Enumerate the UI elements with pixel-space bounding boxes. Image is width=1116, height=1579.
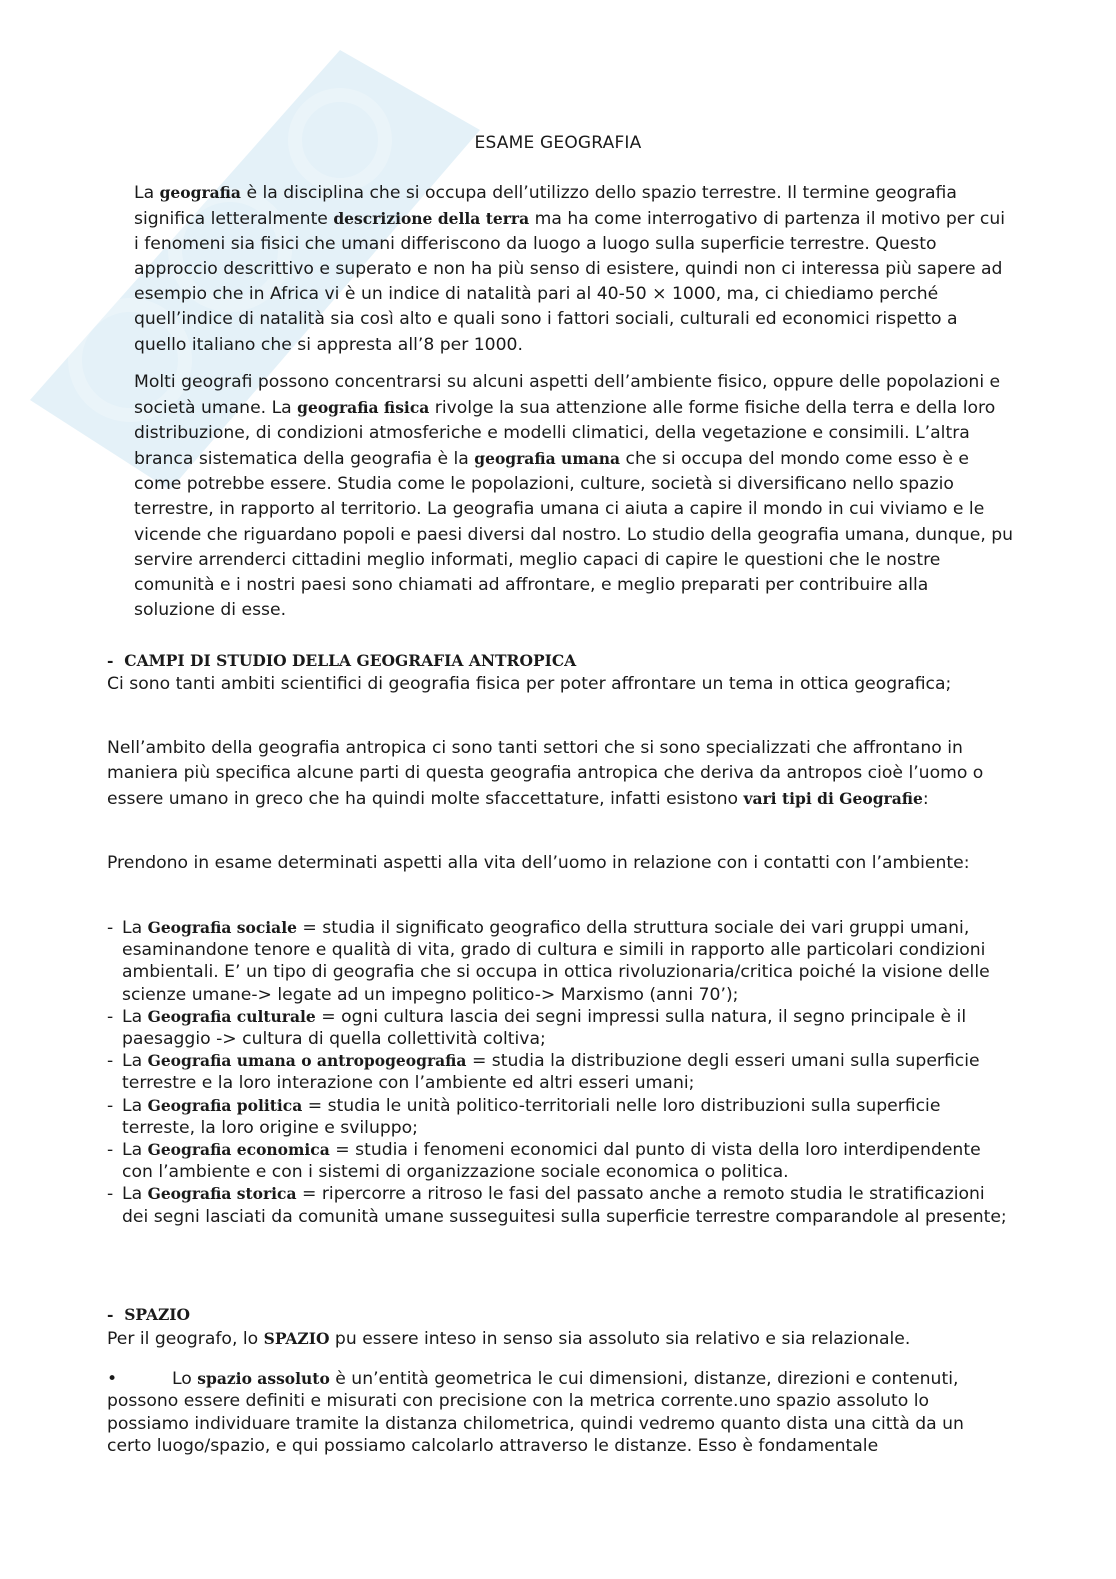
text-run: La <box>122 1184 148 1205</box>
text-run: = studia il significato geografico della struttura sociale dei vari gruppi umani, esaminandone tenore e qualità di vita, grado di cultura e simili in rapporto alle particolari condizioni ambientali. E’ un tipo di geografia che si occupa in ottica rivoluzionaria/critica poiché la visione delle scienze umane-> legate ad un impegno politico-> Marxismo (anni 70’); <box>122 918 990 1005</box>
text-run: Molti geografi possono concentrarsi su alcuni aspetti dell’ambiente fisico, oppure delle popolazioni e società umane. La <box>134 372 1001 419</box>
bold-term: Geografia sociale <box>147 918 297 937</box>
text-run: = ripercorre a ritroso le fasi del passato anche a remoto studia le stratificazioni dei segni lasciati da comunità umane susseguitesi sulla superficie terrestre comparandole al presente; <box>122 1184 1007 1227</box>
heading-dash: - <box>107 1305 114 1324</box>
text-run: pu essere inteso in senso sia assoluto sia relativo e sia relazionale. <box>329 1329 911 1349</box>
text-run: La <box>122 918 148 938</box>
text-run: La <box>122 1140 148 1161</box>
text-run: Per il geografo, lo <box>107 1329 264 1349</box>
list-item: - La Geografia storica = ripercorre a ritroso le fasi del passato anche a remoto studia le stratificazioni dei segni lasciati da comunità umane susseguitesi sulla superficie terrestre comparandole al presente; <box>107 1184 1007 1227</box>
list-item: - La Geografia sociale = studia il significato geografico della struttura sociale dei vari gruppi umani, esaminandone tenore e qualità di vita, grado di cultura e simili in rapporto alle particolari condizioni ambientali. E’ un tipo di geografia che si occupa in ottica rivoluzionaria/critica poiché la visione delle scienze umane-> legate ad un impegno politico-> Marxismo (anni 70’); <box>107 918 990 1005</box>
second-paragraph <box>134 370 1014 623</box>
text-run: : <box>922 789 929 810</box>
bold-term: geografia fisica <box>297 398 430 418</box>
list-item: - La Geografia politica = studia le unità politico-territoriali nelle loro distribuzioni sulla superficie terreste, la loro origine e sviluppo; <box>107 1095 941 1138</box>
heading-text: CAMPI DI STUDIO DELLA GEOGRAFIA ANTROPICA <box>124 651 577 670</box>
bold-term: spazio assoluto <box>197 1369 330 1388</box>
bold-term: descrizione della terra <box>333 209 530 229</box>
geography-types-list <box>107 917 1007 1228</box>
heading-text: SPAZIO <box>124 1305 191 1324</box>
bold-term: vari tipi di Geografie <box>743 789 923 809</box>
section1-paragraph <box>107 736 1007 812</box>
text-run: Lo <box>172 1369 198 1389</box>
section2-intro <box>107 1326 1007 1352</box>
section-heading-spazio <box>107 1305 190 1324</box>
section-heading-campi <box>107 651 576 670</box>
text-run: = ogni cultura lascia dei segni impressi sulla natura, il segno principale è il paesaggio -> cultura di quella collettività coltiva; <box>122 1006 967 1050</box>
bold-term: Geografia politica <box>147 1095 303 1115</box>
text-run: = studia la distribuzione degli esseri umani sulla superficie terrestre e la loro interazione con l’ambiente ed altri esseri umani; <box>122 1051 980 1094</box>
text-run: che si occupa del mondo come esso è e come potrebbe essere. Studia come le popolazioni, culture, società si diversificano nello spazio terrestre, in rapporto al territorio. La geografia umana ci aiuta a capire il mondo in cui viviamo e le vicende che riguardano popoli e paesi diversi dal nostro. Lo studio della geografia umana, dunque, pu servire arrenderci cittadini meglio informati, meglio capaci di capire le questioni che le nostre comunità e i nostri paesi sono chiamati ad affrontare, e meglio preparati per contribuire alla soluzione di esse. <box>134 449 1014 620</box>
list-item: - La Geografia culturale = ogni cultura lascia dei segni impressi sulla natura, il segno principale è il paesaggio -> cultura di quella collettività coltiva; <box>107 1006 967 1050</box>
list-item: - La Geografia economica = studia i fenomeni economici dal punto di vista della loro interdipendente con l’ambiente e con i sistemi di organizzazione sociale economica o politica. <box>107 1140 981 1183</box>
bold-term: Geografia umana o antropogeografia <box>147 1051 467 1071</box>
text-run: La <box>122 1006 148 1027</box>
text-run: La <box>122 1095 148 1116</box>
text-run: La <box>134 183 160 203</box>
heading-dash: - <box>107 651 114 670</box>
text-run: ma ha come interrogativo di partenza il motivo per cui i fenomeni sia fisici che umani differiscono da luogo a luogo sulla superficie terrestre. Questo approccio descrittivo e superato e non ha più senso di esistere, quindi non ci interessa più sapere ad esempio che in Africa vi è un indice di natalità pari al 40-50 × 1000, ma, ci chiediamo perché quell’indice di natalità sia così alto e quali sono i fattori sociali, culturali ed economici rispetto a quello italiano che si appresta all’8 per 1000. <box>134 209 1005 355</box>
section1-lead: Prendono in esame determinati aspetti alla vita dell’uomo in relazione con i contatti con l’ambiente: <box>107 853 970 873</box>
document-title: ESAME GEOGRAFIA <box>474 133 642 153</box>
bold-term: geografia <box>159 183 241 202</box>
text-run: = studia i fenomeni economici dal punto di vista della loro interdipendente con l’ambiente e con i sistemi di organizzazione sociale economica o politica. <box>122 1140 981 1183</box>
text-run: La <box>122 1051 148 1072</box>
text-run: rivolge la sua attenzione alle forme fisiche della terra e della loro distribuzione, di condizioni atmosferiche e modelli climatici, della vegetazione e consimili. L’altra branca sistematica della geografia è la <box>134 398 996 470</box>
bullet-icon: • <box>107 1369 118 1389</box>
text-run: Nell’ambito della geografia antropica ci sono tanti settori che si sono specializzati che affrontano in maniera più specifica alcune parti di questa geografia antropica che deriva da antropos cioè l’uomo o essere umano in greco che ha quindi molte sfaccettature, infatti esistono <box>107 738 984 810</box>
section1-intro: Ci sono tanti ambiti scientifici di geografia fisica per poter affrontare un tema in ottica geografica; <box>107 674 952 694</box>
spazio-assoluto-bullet <box>107 1368 1007 1457</box>
list-item: - La Geografia umana o antropogeografia = studia la distribuzione degli esseri umani sulla superficie terrestre e la loro interazione con l’ambiente ed altri esseri umani; <box>107 1051 980 1094</box>
bold-term: SPAZIO <box>263 1329 330 1348</box>
text-run: è un’entità geometrica le cui dimensioni, distanze, direzioni e contenuti, possono essere definiti e misurati con precisione con la metrica corrente.uno spazio assoluto lo possiamo individuare tramite la distanza chilometrica, quindi vedremo quanto dista una città da un certo luogo/spazio, e qui possiamo calcolarlo attraverso le distanze. Esso è fondamentale <box>107 1369 964 1456</box>
intro-paragraph <box>134 180 1014 358</box>
text-run: è la disciplina che si occupa dell’utilizzo dello spazio terrestre. Il termine geografia significa letteralmente <box>134 183 957 230</box>
bold-term: Geografia economica <box>147 1140 330 1160</box>
bold-term: Geografia culturale <box>147 1006 316 1026</box>
text-run: = studia le unità politico-territoriali nelle loro distribuzioni sulla superficie terreste, la loro origine e sviluppo; <box>122 1095 941 1138</box>
bold-term: Geografia storica <box>147 1184 297 1204</box>
bold-term: geografia umana <box>474 449 621 469</box>
